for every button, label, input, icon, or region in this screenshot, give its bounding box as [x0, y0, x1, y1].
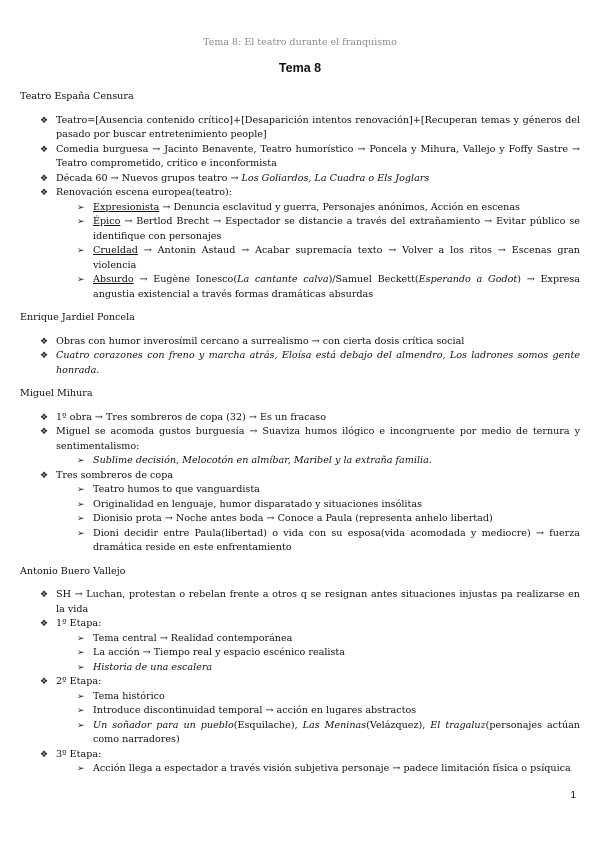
diamond-bullet-icon: ❖ [40, 619, 49, 629]
arrowhead-bullet-icon: ➢ [77, 691, 85, 702]
sub-list-item: ➢ Tema histórico [20, 690, 580, 705]
list-item: ❖ Tres sombreros de copa [20, 469, 580, 484]
sub-list-item: ➢ Originalidad en lenguaje, humor disparatado y situaciones insólitas [20, 498, 580, 513]
sub-list-item: ➢ Un soñador para un pueblo(Esquilache), Las Meninas(Velázquez), El tragaluz(personajes actúan como narradores) [77, 719, 580, 745]
arrowhead-bullet-icon: ➢ [77, 456, 85, 466]
list-item: ❖ 3º Etapa: [20, 748, 580, 763]
sub-list-item: ➢ Dioni decidir entre Paula(libertad) o vida con su esposa(vida acomodada y mediocre) → fuerza dramática reside en este enfrentamiento [77, 527, 580, 553]
sub-list-item: ➢ Historia de una escalera [20, 661, 580, 676]
section-heading: Enrique Jardiel Poncela [20, 312, 135, 323]
arrowhead-bullet-icon: ➢ [77, 499, 85, 510]
list-item: ❖ Obras con humor inverosímil cercano a surrealismo → con cierta dosis crítica social [20, 335, 580, 350]
diamond-bullet-icon: ❖ [40, 188, 49, 198]
section-teatro-censura [20, 90, 580, 302]
arrowhead-bullet-icon: ➢ [77, 485, 85, 495]
diamond-bullet-icon: ❖ [40, 173, 49, 184]
sub-list-item: ➢ Teatro humos to que vanguardista [20, 483, 580, 498]
list-item: ❖ 1º obra → Tres sombreros de copa (32) → Es un fracaso [20, 411, 580, 426]
sub-list-item: ➢ Tema central → Realidad contemporánea [20, 632, 580, 647]
diamond-bullet-icon: ❖ [40, 427, 49, 437]
list-item: ❖ Comedia burguesa → Jacinto Benavente, Teatro humorístico → Poncela y Mihura, Vallejo y Foffy Sastre → Teatro comprometido, crítico e inconformista [40, 143, 580, 169]
arrowhead-bullet-icon: ➢ [77, 275, 85, 285]
arrowhead-bullet-icon: ➢ [77, 633, 85, 644]
arrowhead-bullet-icon: ➢ [77, 720, 85, 731]
page-title: Tema 8 [278, 61, 322, 75]
arrowhead-bullet-icon: ➢ [77, 706, 85, 716]
bullet-list [20, 588, 580, 777]
arrowhead-bullet-icon: ➢ [77, 764, 85, 774]
diamond-bullet-icon: ❖ [40, 749, 49, 760]
section-heading: Miguel Mihura [20, 388, 93, 399]
list-item: ❖ Cuatro corazones con freno y marcha atrás, Eloísa está debajo del almendro, Los ladrones somos gente honrada. [40, 350, 580, 376]
diamond-bullet-icon: ❖ [40, 336, 49, 347]
diamond-bullet-icon: ❖ [40, 590, 49, 600]
arrowhead-bullet-icon: ➢ [77, 528, 85, 539]
section-heading: Antonio Buero Vallejo [20, 565, 126, 577]
sub-list-item: ➢ Sublime decisión, Melocotón en almíbar, Maribel y la extraña familia. [20, 454, 580, 469]
section-heading: Teatro España Censura [20, 91, 134, 102]
sub-list-item: ➢ Absurdo → Eugène Ionesco(La cantante calva)/Samuel Beckett(Esperando a Godot) → Expresa angustia existencial a través formas dramáticas absurdas [77, 274, 580, 300]
page-number: 1 [570, 790, 576, 801]
diamond-bullet-icon: ❖ [40, 677, 49, 687]
arrowhead-bullet-icon: ➢ [77, 662, 85, 673]
arrowhead-bullet-icon: ➢ [77, 246, 85, 256]
diamond-bullet-icon: ❖ [40, 412, 49, 423]
list-item: ❖ 1º Etapa: [20, 617, 580, 632]
sub-list-item: ➢ Dionisio prota → Noche antes boda → Conoce a Paula (representa anhelo libertad) [20, 512, 580, 527]
section-buero-vallejo [20, 565, 580, 777]
bullet-list [20, 411, 580, 556]
bullet-list [20, 114, 580, 303]
sub-list-item: ➢ La acción → Tiempo real y espacio escénico realista [20, 646, 580, 661]
sub-list-item: ➢ Expresionista → Denuncia esclavitud y guerra, Personajes anónimos, Acción en escenas [20, 201, 580, 216]
section-miguel-mihura [20, 387, 580, 556]
diamond-bullet-icon: ❖ [40, 115, 49, 126]
bullet-list [20, 335, 580, 379]
arrowhead-bullet-icon: ➢ [77, 217, 85, 227]
sub-list-item: ➢ Introduce discontinuidad temporal → acción en lugares abstractos [20, 704, 580, 719]
diamond-bullet-icon: ❖ [40, 351, 49, 361]
section-jardiel-poncela [20, 311, 580, 378]
diamond-bullet-icon: ❖ [40, 144, 49, 155]
sub-list-item: ➢ Épico → Bertlod Brecht → Espectador se distancie a través del extrañamiento → Evitar público se identifique con personajes [77, 216, 580, 242]
list-item: ❖ Renovación escena europea(teatro): [20, 186, 580, 201]
list-item: ❖ SH → Luchan, protestan o rebelan frente a otros q se resignan antes situaciones injustas pa realizarse en la vida [40, 589, 580, 615]
document-body [20, 90, 580, 786]
list-item: ❖ Década 60 → Nuevos grupos teatro → Los Goliardos, La Cuadra o Els Joglars [20, 172, 580, 187]
arrowhead-bullet-icon: ➢ [77, 202, 85, 213]
sub-list-item: ➢ Crueldad → Antonin Astaud → Acabar supremacía texto → Volver a los ritos → Escenas gran violencia [77, 245, 580, 271]
arrowhead-bullet-icon: ➢ [77, 514, 85, 524]
running-header: Tema 8: El teatro durante el franquismo [203, 37, 397, 48]
sub-list-item: ➢ Acción llega a espectador a través visión subjetiva personaje → padece limitación física o psíquica [20, 762, 580, 777]
list-item: ❖ 2º Etapa: [20, 675, 580, 690]
arrowhead-bullet-icon: ➢ [77, 648, 85, 658]
list-item: ❖ Teatro=[Ausencia contenido crítico]+[Desaparición intentos renovación]+[Recuperan temas y géneros del pasado por buscar entretenimiento people] [40, 114, 580, 140]
list-item: ❖ Miguel se acomoda gustos burguesía → Suaviza humos ilógico e incongruente por medio de ternura y sentimentalismo: [40, 426, 580, 452]
diamond-bullet-icon: ❖ [40, 470, 49, 481]
